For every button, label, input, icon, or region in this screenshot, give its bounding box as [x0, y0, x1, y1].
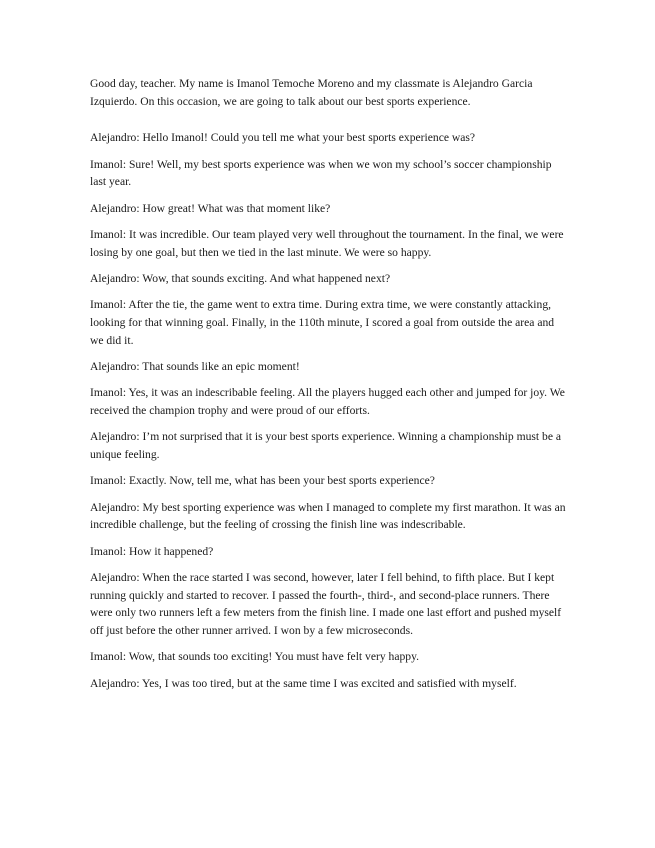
dialogue-line: Alejandro: Wow, that sounds exciting. And what happened next? — [90, 271, 391, 285]
dialogue-line: Imanol: After the tie, the game went to extra time. During extra time, we were constantly attacking, looking for that winning goal. Finally, in the 110th minute, I scored a goal from outside the area and we did it. — [90, 298, 555, 347]
dialogue-line: Imanol: Exactly. Now, tell me, what has been your best sports experience? — [90, 474, 435, 488]
dialogue-line: Imanol: Yes, it was an indescribable feeling. All the players hugged each other and jumped for joy. We received the champion trophy and were proud of our efforts. — [90, 386, 565, 417]
intro-paragraph: Good day, teacher. My name is Imanol Temoche Moreno and my classmate is Alejandro Garcia Izquierdo. On this occasion, we are going to talk about our best sports experience. — [90, 77, 533, 108]
dialogue-line: Imanol: Wow, that sounds too exciting! You must have felt very happy. — [90, 650, 420, 664]
dialogue-line: Imanol: How it happened? — [90, 544, 214, 558]
dialogue-line: Alejandro: When the race started I was second, however, later I fell behind, to fifth place. But I kept running quickly and started to recover. I passed the fourth-, third-, and second-place runners. There were only two runners left a few meters from the finish line. I made one last effort and pushed myself off just before the other runner arrived. I won by a few microseconds. — [90, 571, 562, 637]
dialogue-line: Alejandro: Yes, I was too tired, but at the same time I was excited and satisfied with myself. — [90, 676, 517, 690]
dialogue-line: Imanol: Sure! Well, my best sports experience was when we won my school’s soccer championship last year. — [90, 157, 552, 189]
dialogue-line: Alejandro: How great! What was that moment like? — [90, 201, 331, 215]
dialogue-line: Alejandro: My best sporting experience was when I managed to complete my first marathon. It was an incredible challenge, but the feeling of crossing the finish line was indescribable. — [90, 500, 566, 532]
dialogue-line: Alejandro: Hello Imanol! Could you tell me what your best sports experience was? — [90, 131, 476, 145]
document-body — [90, 75, 570, 701]
dialogue-line: Alejandro: I’m not surprised that it is your best sports experience. Winning a championship must be a unique feeling. — [90, 430, 562, 461]
dialogue-line: Alejandro: That sounds like an epic moment! — [90, 359, 300, 373]
dialogue-line: Imanol: It was incredible. Our team played very well throughout the tournament. In the final, we were losing by one goal, but then we tied in the last minute. We were so happy. — [90, 227, 564, 259]
